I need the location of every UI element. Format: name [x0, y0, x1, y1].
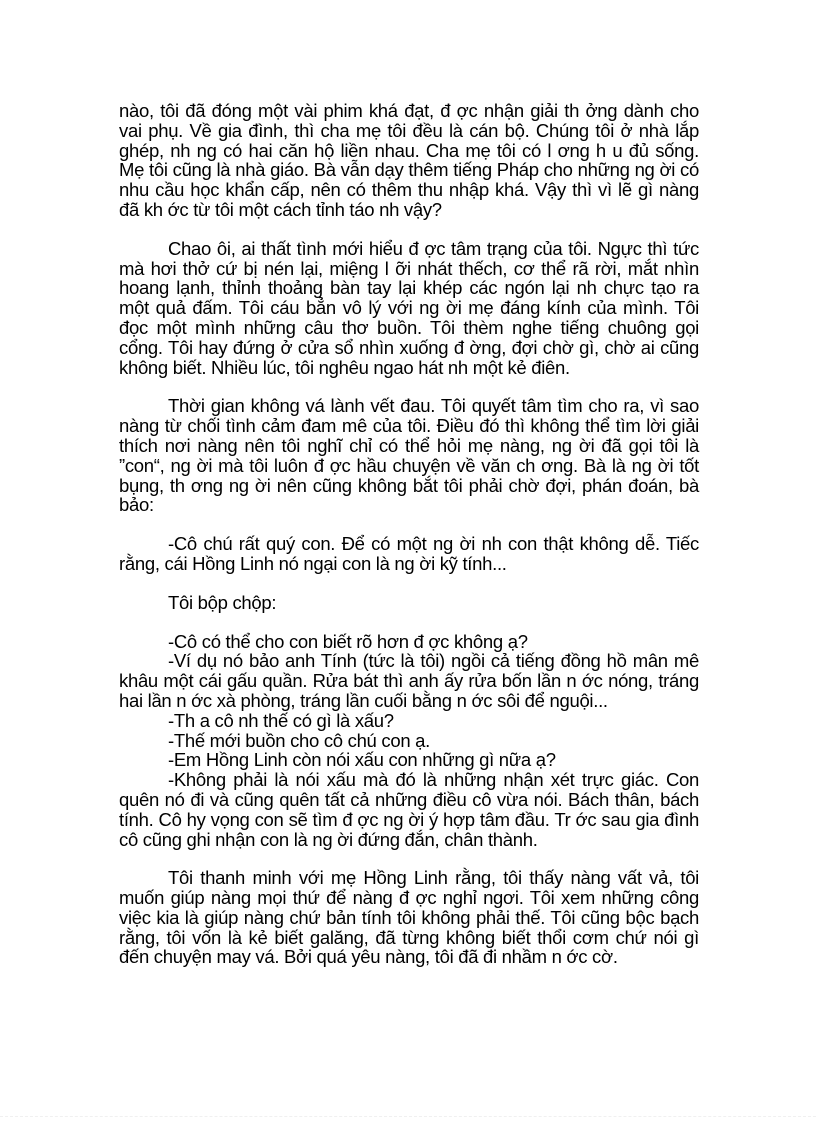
paragraph-1: nào, tôi đã đóng một vài phim khá đạt, đ ợc nhận giải th ởng dành cho vai phụ. Về gia đình, thì cha mẹ tôi đều là cán bộ. Chúng tôi ở nhà lắp ghép, nh ng có hai căn hộ liền nhau. Cha mẹ tôi có l ơng h u đủ sống. Mẹ tôi cũng là nhà giáo. Bà vẫn dạy thêm tiếng Pháp cho những ng ời có nhu cầu học khẩn cấp, nên có thêm thu nhập khá. Vậy thì vì lẽ gì nàng đã kh ớc từ tôi một cách tỉnh táo nh vậy?	[119, 100, 699, 220]
paragraph-2: Chao ôi, ai thất tình mới hiểu đ ợc tâm trạng của tôi. Ngực thì tức mà hơi thở cứ bị nén lại, miệng l ỡi nhát thếch, cơ thể rã rời, mắt nhìn hoang lạnh, thỉnh thoảng bàn tay lại khép các ngón lại nh chực tạo ra một quả đấm. Tôi cáu bẳn vô lý với ng ời mẹ đáng kính của mình. Tôi đọc một mình những câu thơ buồn. Tôi thèm nghe tiếng chuông gọi cổng. Tôi hay đứng ở cửa sổ nhìn xuống đ ờng, đợi chờ gì, chờ ai cũng không biết. Nhiều lúc, tôi nghêu ngao hát nh một kẻ điên.	[119, 237, 699, 378]
dialogue-line-6: -Em Hồng Linh còn nói xấu con những gì nữa ạ?	[168, 749, 556, 771]
narration-line: Tôi bộp chộp:	[168, 591, 277, 613]
dialogue-line-5: -Thế mới buồn cho cô chú con ạ.	[168, 729, 430, 751]
dialogue-line-4: -Th a cô nh thế có gì là xấu?	[168, 709, 394, 731]
paragraph-final: Tôi thanh minh với mẹ Hồng Linh rằng, tôi thấy nàng vất vả, tôi muốn giúp nàng mọi thứ để nàng đ ợc nghỉ ngơi. Tôi xem những công việc kia là giúp nàng chứ bản tính tôi không phải thế. Tôi cũng bộc bạch rằng, tôi vốn là kẻ biết galăng, đã từng không biết thổi cơm chứ nói gì đến chuyện may vá. Bởi quá yêu nàng, tôi đã đi nhầm n ớc cờ.	[119, 867, 699, 968]
dialogue-line-7: -Không phải là nói xấu mà đó là những nhận xét trực giác. Con quên nó đi và cũng quên tất cả những điều cô vừa nói. Bách thân, bách tính. Cô hy vọng con sẽ tìm đ ợc ng ời ý hợp tâm đầu. Tr ớc sau gia đình cô cũng ghi nhận con là ng ời đứng đắn, chân thành.	[119, 769, 699, 850]
dialogue-line-3: -Ví dụ nó bảo anh Tính (tức là tôi) ngồi cả tiếng đồng hồ mân mê khâu một cái gấu quần. Rửa bát thì anh ấy rửa bốn lần n ớc nóng, tráng hai lần n ớc xà phòng, tráng lần cuối bằng n ớc sôi để nguội...	[119, 650, 699, 711]
page-bottom-divider	[0, 1116, 816, 1117]
paragraph-3: Thời gian không vá lành vết đau. Tôi quyết tâm tìm cho ra, vì sao nàng từ chối tình cảm đam mê của tôi. Điều đó thì không thể tìm lời giải thích nơi nàng nên tôi nghĩ chỉ có thể hỏi mẹ nàng, ng ời đã gọi tôi là ”con“, ng ời mà tôi luôn đ ợc hầu chuyện về văn ch ơng. Bà là ng ời tốt bụng, th ơng ng ời nên cũng không bắt tôi phải chờ đợi, phán đoán, bà bảo:	[119, 395, 699, 516]
body-text	[119, 101, 699, 967]
dialogue-line-1: -Cô chú rất quý con. Để có một ng ời nh con thật không dễ. Tiếc rằng, cái Hồng Linh nó ngại con là ng ời kỹ tính...	[119, 533, 699, 574]
dialogue-line-2: -Cô có thể cho con biết rõ hơn đ ợc không ạ?	[168, 630, 528, 652]
